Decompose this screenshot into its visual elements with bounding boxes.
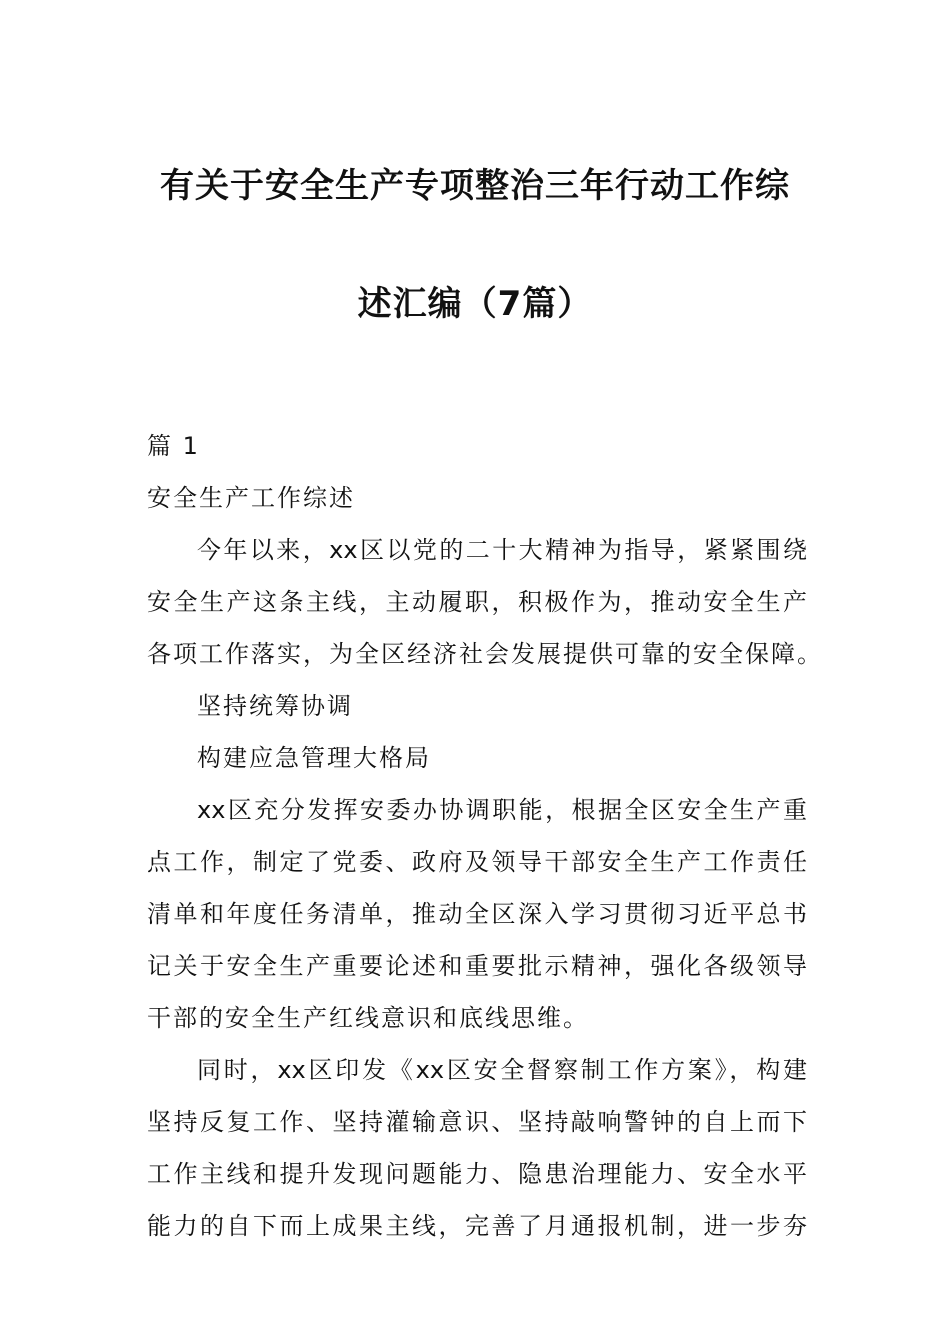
paragraph-line: 安全生产这条主线，主动履职，积极作为，推动安全生产 [147, 588, 807, 616]
paragraph-line: 工作主线和提升发现问题能力、隐患治理能力、安全水平 [147, 1160, 807, 1188]
section-label: 篇 1 [147, 432, 200, 460]
paragraph-3 [147, 1044, 807, 1252]
paragraph-line: 坚持反复工作、坚持灌输意识、坚持敲响警钟的自上而下 [147, 1108, 807, 1136]
document-title-line-2: 述汇编（7篇） [357, 284, 593, 324]
paragraph-line: 今年以来，xx区以党的二十大精神为指导，紧紧围绕 [197, 536, 807, 564]
document-title-line-1: 有关于安全生产专项整治三年行动工作综 [160, 166, 790, 206]
paragraph-line: 各项工作落实，为全区经济社会发展提供可靠的安全保障。 [147, 640, 823, 668]
heading-1: 坚持统筹协调 [197, 692, 353, 720]
paragraph-line: xx区充分发挥安委办协调职能，根据全区安全生产重 [197, 796, 807, 824]
paragraph-line: 记关于安全生产重要论述和重要批示精神，强化各级领导 [147, 952, 807, 980]
section-subtitle: 安全生产工作综述 [147, 484, 355, 512]
paragraph-line: 干部的安全生产红线意识和底线思维。 [147, 1004, 589, 1032]
paragraph-1 [147, 524, 823, 680]
document-body [147, 420, 823, 1252]
paragraph-line: 点工作，制定了党委、政府及领导干部安全生产工作责任 [147, 848, 807, 876]
paragraph-line: 同时，xx区印发《xx区安全督察制工作方案》，构建 [197, 1056, 807, 1084]
paragraph-2 [147, 784, 807, 1044]
paragraph-line: 能力的自下而上成果主线，完善了月通报机制，进一步夯 [147, 1212, 807, 1240]
heading-2: 构建应急管理大格局 [197, 744, 431, 772]
paragraph-line: 清单和年度任务清单，推动全区深入学习贯彻习近平总书 [147, 900, 807, 928]
